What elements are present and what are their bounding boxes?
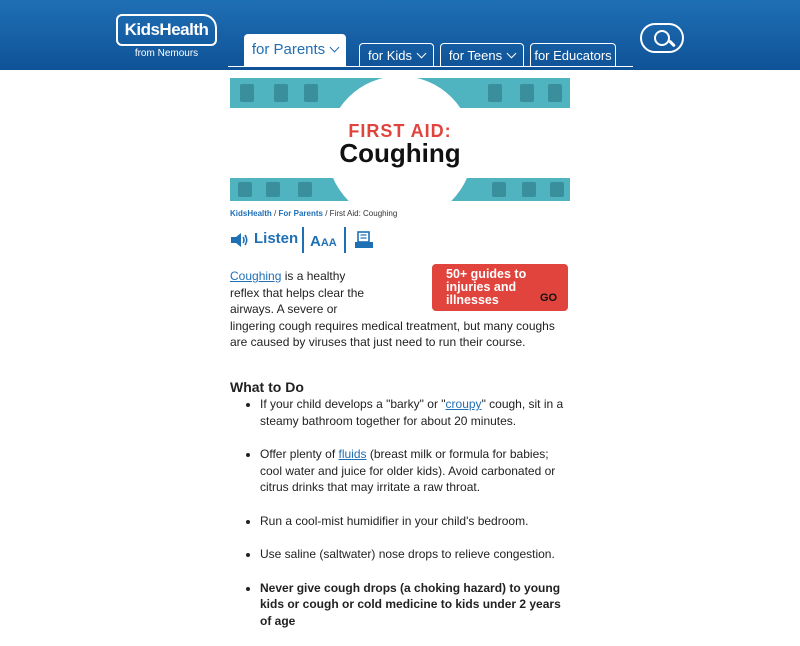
breadcrumb-separator: / — [325, 209, 328, 218]
listen-button[interactable]: Listen — [254, 230, 299, 247]
tab-label: for Educators — [534, 48, 612, 63]
tab-label: for Teens — [448, 48, 503, 63]
croupy-link[interactable]: croupy — [445, 397, 482, 411]
chevron-down-icon — [417, 49, 427, 59]
list-item: • If your child develops a "barky" or "croupy" cough, sit in a steamy bathroom together for about 20 minutes. — [260, 396, 570, 429]
tab-label: for Parents — [251, 41, 326, 58]
promo-go-label: GO — [540, 292, 558, 304]
list-item: • Run a cool-mist humidifier in your child's bedroom. — [260, 513, 570, 530]
toolbar-divider — [302, 227, 304, 253]
intro-paragraph — [230, 268, 570, 351]
intro-text: is a healthy reflex that helps clear the airways. A severe or lingering cough requires medical treatment, but many coughs are caused by viruses that just need to run their course. — [230, 269, 555, 349]
fluids-link[interactable]: fluids — [338, 447, 367, 461]
speaker-icon[interactable] — [230, 232, 250, 248]
logo-subtitle: from Nemours — [134, 48, 199, 59]
tab-for-kids[interactable] — [359, 43, 434, 67]
tab-label: for Kids — [367, 48, 413, 63]
section-heading: What to Do — [230, 378, 304, 395]
article-body — [230, 268, 570, 646]
tab-for-educators[interactable] — [530, 43, 616, 67]
toolbar-divider — [344, 227, 346, 253]
breadcrumb-for-parents[interactable]: For Parents — [278, 209, 323, 218]
breadcrumb-kidshealth[interactable]: KidsHealth — [230, 209, 272, 218]
breadcrumb — [230, 209, 397, 218]
chevron-down-icon — [330, 43, 340, 53]
promo-text: 50+ guides to injuries and illnesses — [446, 267, 527, 307]
page-title: Coughing — [339, 138, 461, 168]
coughing-link[interactable]: Coughing — [230, 269, 282, 283]
kidshealth-logo[interactable]: KidsHealth — [116, 14, 217, 46]
list-item: • Offer plenty of fluids (breast milk or formula for babies; cool water and juice for older kids). Avoid carbonated or citrus drinks that may irritate a raw throat. — [260, 446, 570, 496]
tab-for-teens[interactable] — [440, 43, 524, 67]
article-toolbar — [230, 227, 390, 253]
audience-tabs — [228, 36, 633, 67]
site-header — [0, 0, 800, 70]
tab-for-parents[interactable] — [244, 34, 346, 67]
search-button[interactable] — [640, 23, 684, 53]
what-to-do-list — [230, 396, 570, 629]
banner-title-line1: FIRST AID: — [348, 121, 452, 141]
breadcrumb-current: First Aid: Coughing — [329, 209, 398, 218]
breadcrumb-separator: / — [274, 209, 277, 218]
search-icon — [654, 30, 670, 46]
font-size-button[interactable]: AAA — [310, 233, 337, 250]
list-item: • Use saline (saltwater) nose drops to relieve congestion. — [260, 546, 570, 563]
list-item-warning: • Never give cough drops (a choking hazard) to young kids or cough or cold medicine to kids under 2 years of age — [260, 580, 570, 630]
article-banner — [230, 78, 570, 201]
chevron-down-icon — [507, 49, 517, 59]
print-icon[interactable] — [354, 230, 374, 250]
